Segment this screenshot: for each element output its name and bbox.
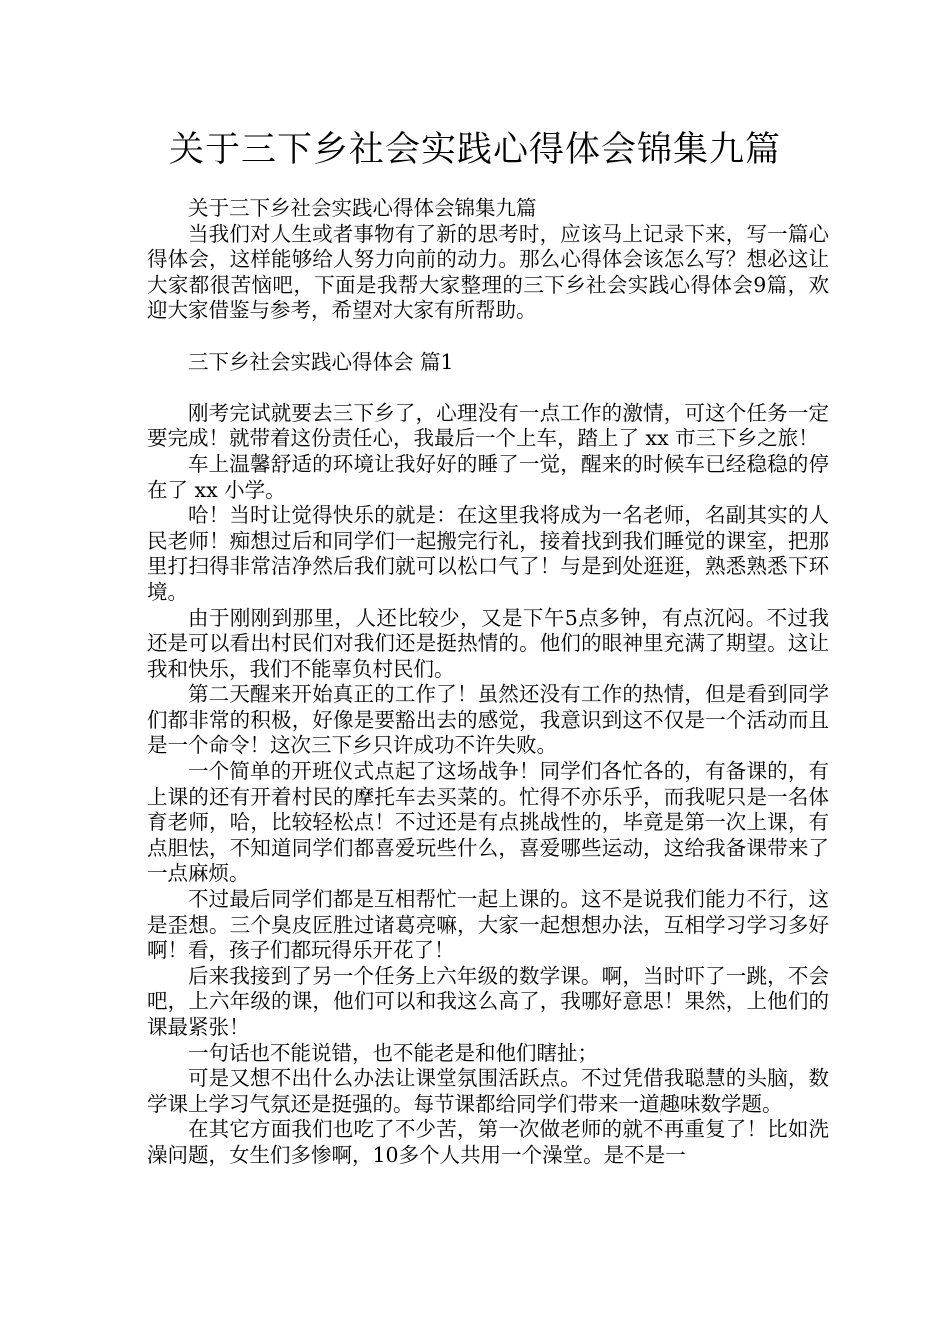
- subtitle-paragraph: 关于三下乡社会实践心得体会锦集九篇: [188, 196, 537, 220]
- body-paragraph: 刚考完试就要去三下乡了，心理没有一点工作的激情，可这个任务一定要完成！就带着这份责任心，我最后一个上车，踏上了 xx 市三下乡之旅！: [147, 400, 829, 451]
- body-paragraph: 第二天醒来开始真正的工作了！虽然还没有工作的热情，但是看到同学们都非常的积极，好像是要豁出去的感觉，我意识到这不仅是一个活动而且是一个命令！这次三下乡只许成功不许失败。: [147, 682, 829, 758]
- document-title: 关于三下乡社会实践心得体会锦集九篇: [168, 130, 781, 170]
- body-paragraph: 一个简单的开班仪式点起了这场战争！同学们各忙各的，有备课的，有上课的还有开着村民的摩托车去买菜的。忙得不亦乐乎，而我呢只是一名体育老师，哈，比较轻松点！不过还是有点挑战性的，毕竟是第一次上课，有点胆怯，不知道同学们都喜爱玩些什么，喜爱哪些运动，这给我备课带来了一点麻烦。: [147, 759, 829, 886]
- intro-paragraph: 当我们对人生或者事物有了新的思考时，应该马上记录下来，写一篇心得体会，这样能够给人努力向前的动力。那么心得体会该怎么写？想必这让大家都很苦恼吧，下面是我帮大家整理的三下乡社会实践心得体会9篇，欢迎大家借鉴与参考，希望对大家有所帮助。: [147, 221, 829, 323]
- body-paragraph: 不过最后同学们都是互相帮忙一起上课的。这不是说我们能力不行，这是歪想。三个臭皮匠胜过诸葛亮嘛，大家一起想想办法，互相学习学习多好啊！看，孩子们都玩得乐开花了！: [147, 887, 829, 963]
- body-paragraph: 车上温馨舒适的环境让我好好的睡了一觉，醒来的时候车已经稳稳的停在了 xx 小学。: [147, 451, 829, 502]
- body-paragraph: 一句话也不能说错，也不能老是和他们瞎扯；: [188, 1040, 598, 1065]
- document-body: [147, 196, 829, 1169]
- body-paragraph: 由于刚刚到那里，人还比较少，又是下午5点多钟，有点沉闷。不过我还是可以看出村民们对我们还是挺热情的。他们的眼神里充满了期望。这让我和快乐，我们不能辜负村民们。: [147, 605, 829, 681]
- body-paragraph: 可是又想不出什么办法让课堂氛围活跃点。不过凭借我聪慧的头脑，数学课上学习气氛还是挺强的。每节课都给同学们带来一道趣味数学题。: [147, 1066, 829, 1116]
- body-paragraph: 后来我接到了另一个任务上六年级的数学课。啊，当时吓了一跳，不会吧，上六年级的课，他们可以和我这么高了，我哪好意思！果然，上他们的课最紧张！: [147, 963, 829, 1039]
- body-paragraph: 在其它方面我们也吃了不少苦，第一次做老师的就不再重复了！比如洗澡问题，女生们多惨啊，10多个人共用一个澡堂。是不是一: [147, 1117, 829, 1167]
- body-paragraph: 哈！当时让觉得快乐的就是：在这里我将成为一名老师，名副其实的人民老师！痴想过后和同学们一起搬完行礼，接着找到我们睡觉的课室，把那里打扫得非常洁净然后我们就可以松口气了！与是到处逛逛，熟悉熟悉下环境。: [147, 503, 829, 604]
- section-heading: 三下乡社会实践心得体会 篇1: [188, 349, 454, 374]
